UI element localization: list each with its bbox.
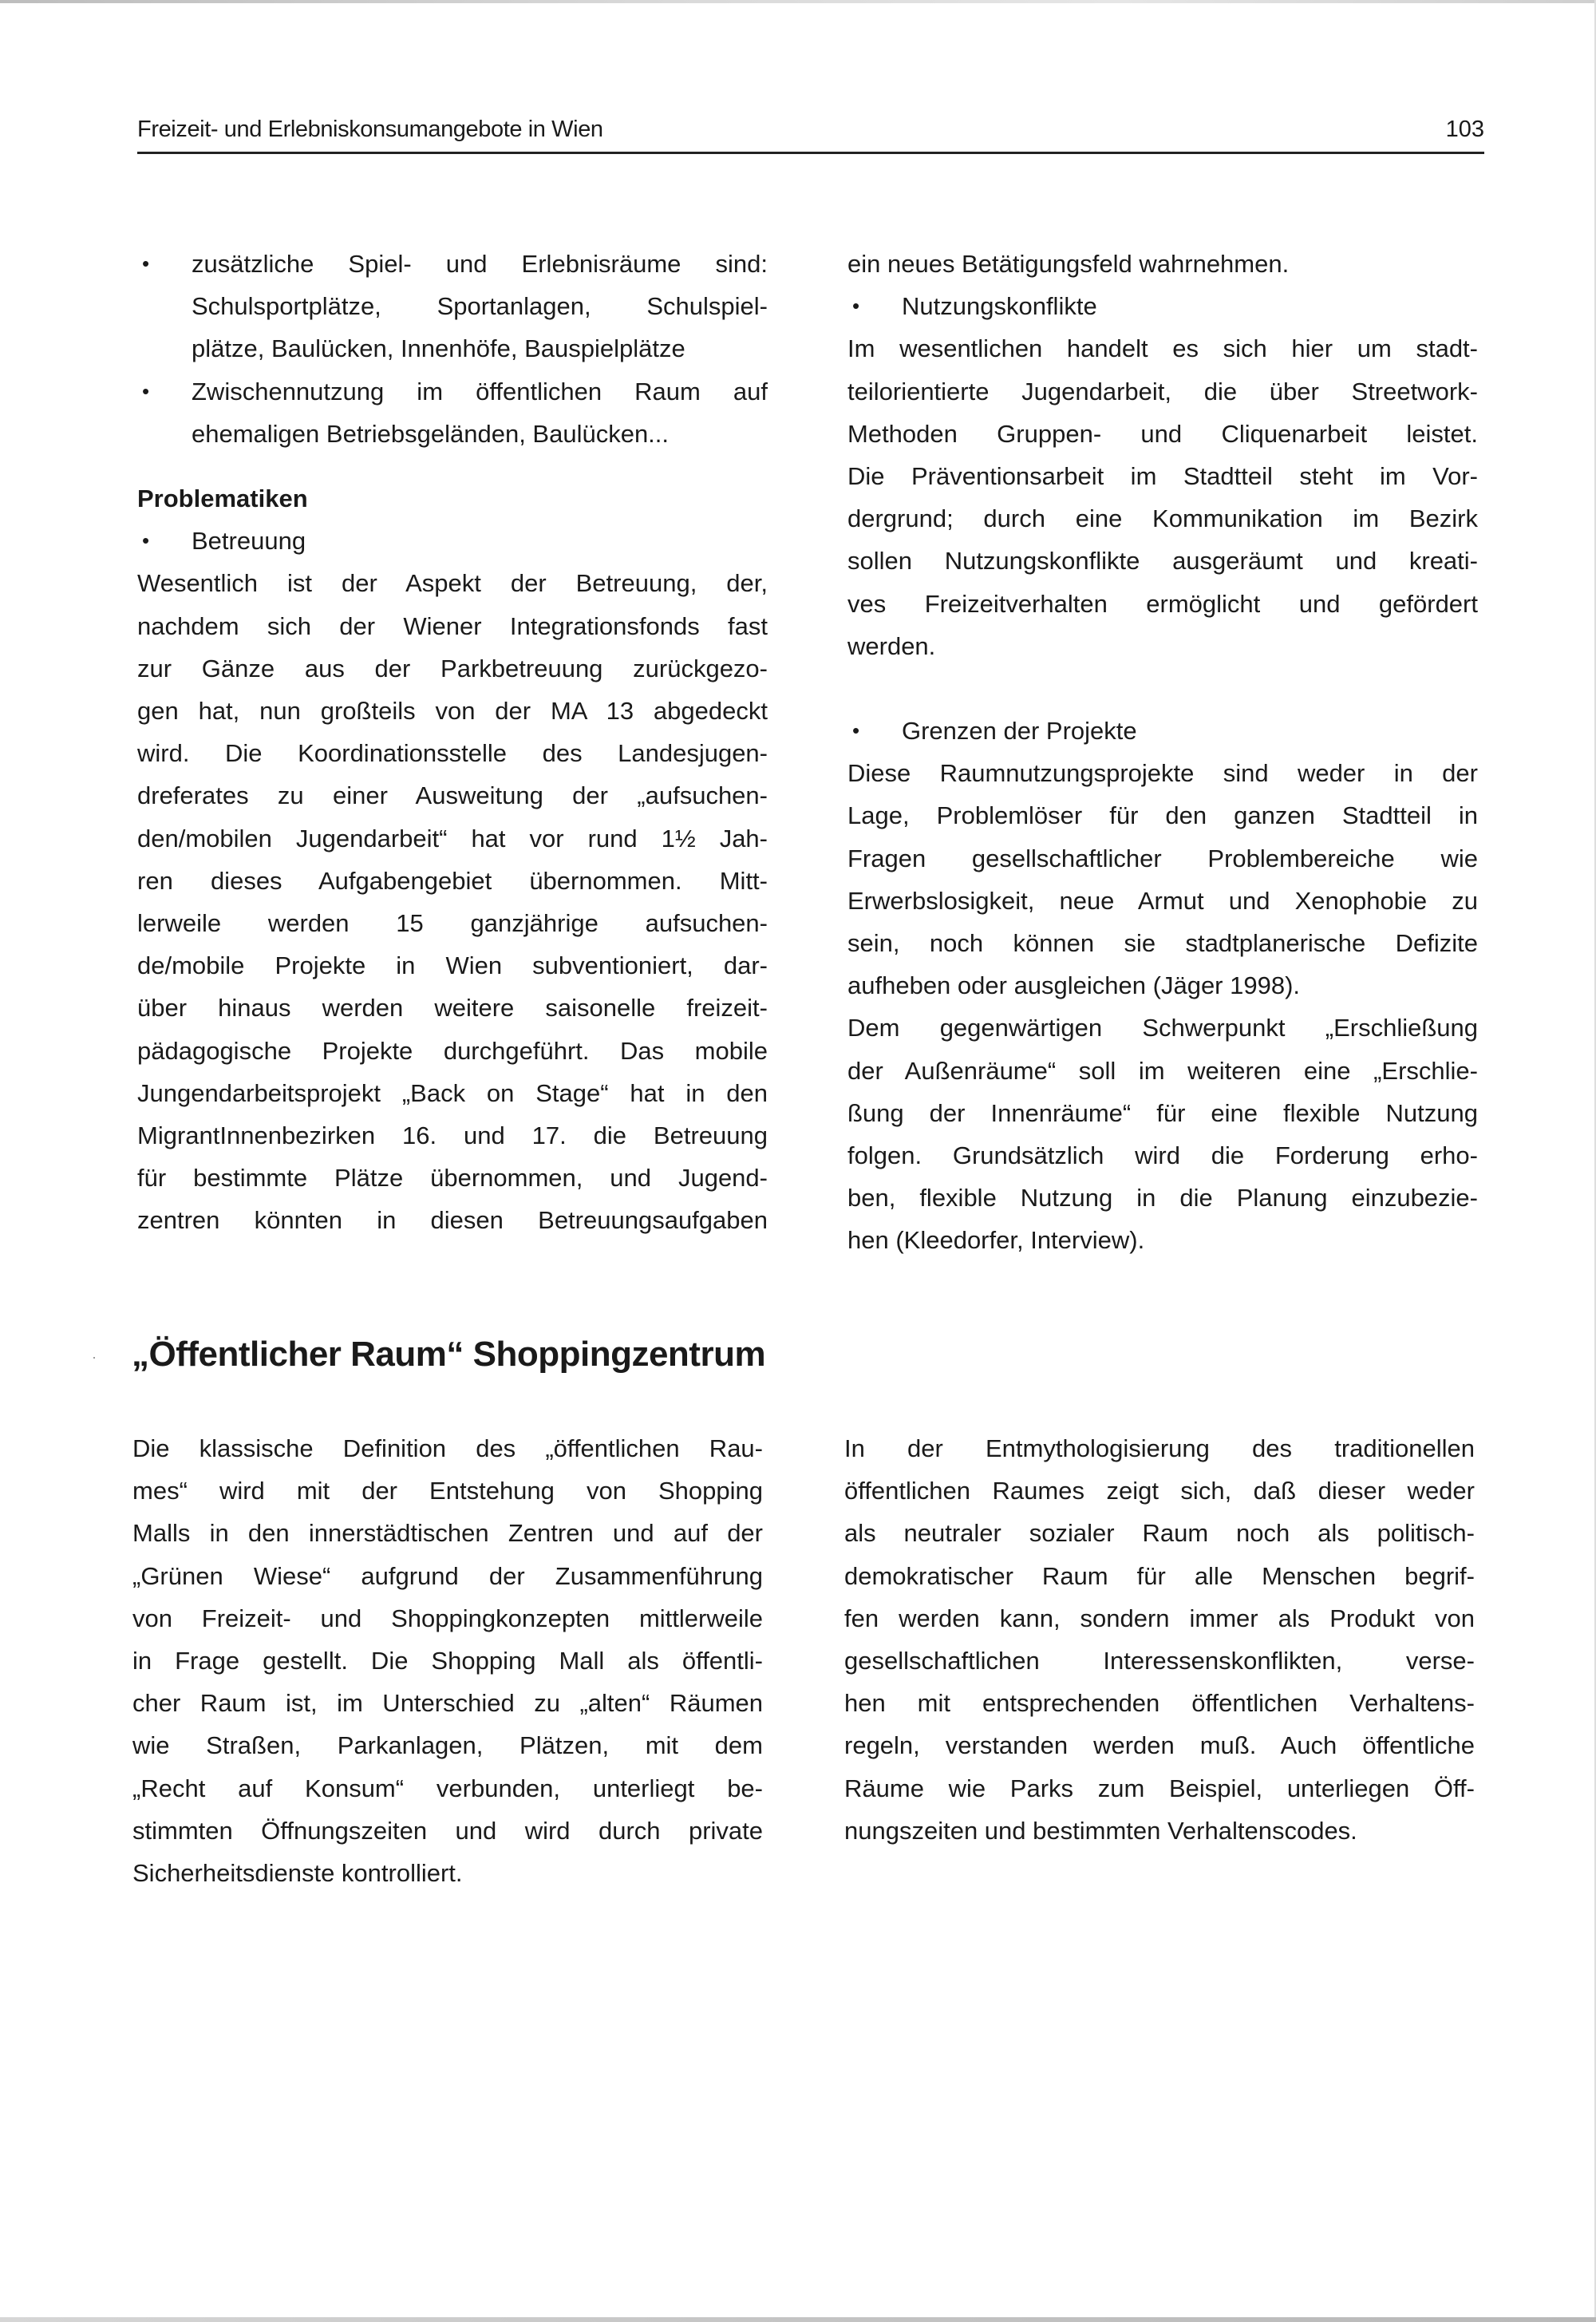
text-line: öffentlichen Raumes zeigt sich, daß dieser weder: [844, 1477, 1475, 1505]
text-line: Malls in den innerstädtischen Zentren und auf der: [132, 1519, 763, 1548]
text-line: über hinaus werden weitere saisonelle freizeit-: [137, 994, 768, 1023]
text-line: Lage, Problemlöser für den ganzen Stadtteil in: [847, 801, 1478, 830]
text-line: „Recht auf Konsum“ verbunden, unterliegt be-: [132, 1774, 763, 1802]
paragraph-betreuung: [137, 562, 768, 1241]
text-line: Wesentlich ist der Aspekt der Betreuung, der,: [137, 569, 768, 598]
text-line: gen hat, nun großteils von der MA 13 abgedeckt: [137, 697, 768, 726]
text-line: Sicherheitsdienste kontrolliert.: [132, 1859, 463, 1888]
paragraph-shopping-mall: [132, 1427, 763, 1894]
section-title: „Öffentlicher Raum“ Shoppingzentrum: [132, 1335, 766, 1374]
text-line: folgen. Grundsätzlich wird die Forderung erho-: [847, 1141, 1478, 1170]
text-line: in Frage gestellt. Die Shopping Mall als öffentli-: [132, 1647, 763, 1675]
running-header: [137, 117, 1484, 152]
text-line: als neutraler sozialer Raum noch als politisch-: [844, 1519, 1475, 1548]
bullet-label: Betreuung: [192, 527, 306, 556]
text-line: pädagogische Projekte durchgeführt. Das mobile: [137, 1036, 768, 1065]
text-line: lerweile werden 15 ganzjährige aufsuchen-: [137, 909, 768, 938]
scan-edge-top: [0, 0, 1596, 3]
scan-speck: [93, 1357, 95, 1359]
text-line: hen mit entsprechenden öffentlichen Verhaltens-: [844, 1689, 1475, 1718]
bullet-label: Grenzen der Projekte: [902, 717, 1137, 746]
text-line: der Außenräume“ soll im weiteren eine „Erschlie-: [847, 1056, 1478, 1085]
text-line: demokratischer Raum für alle Menschen begrif-: [844, 1561, 1475, 1590]
text-line: von Freizeit- und Shoppingkonzepten mittlerweile: [132, 1604, 763, 1632]
paragraph-grenzen: [847, 752, 1478, 1261]
text-line: stimmten Öffnungszeiten und wird durch private: [132, 1816, 763, 1845]
text-line: Dem gegenwärtigen Schwerpunkt „Erschließung: [847, 1014, 1478, 1042]
text-line: nachdem sich der Wiener Integrationsfonds fast: [137, 611, 768, 640]
paragraph-continuation: [847, 243, 1478, 285]
text-line: MigrantInnenbezirken 16. und 17. die Betreuung: [137, 1121, 768, 1150]
text-line: werden.: [847, 631, 936, 660]
text-line: Im wesentlichen handelt es sich hier um stadt-: [847, 334, 1478, 363]
text-line: Fragen gesellschaftlicher Problembereiche wie: [847, 844, 1478, 872]
text-line: Räume wie Parks zum Beispiel, unterliegen Öff-: [844, 1774, 1475, 1802]
bullet-icon: •: [142, 378, 150, 403]
bullet-icon: •: [852, 294, 860, 318]
subheading-problematiken: Problematiken: [137, 485, 308, 513]
text-line: Jungendarbeitsprojekt „Back on Stage“ hat in den: [137, 1078, 768, 1107]
bullet-item-grenzen: [847, 710, 1478, 752]
text-line: für bestimmte Plätze übernommen, und Jugend-: [137, 1164, 768, 1193]
right-column-top: [847, 243, 1478, 1262]
text-line: de/mobile Projekte in Wien subventioniert, dar-: [137, 951, 768, 980]
text-line: ehemaligen Betriebsgeländen, Baulücken...: [192, 419, 670, 448]
left-column-top: [137, 243, 768, 1242]
text-line: fen werden kann, sondern immer als Produkt von: [844, 1604, 1475, 1632]
text-line: ben, flexible Nutzung in die Planung einzubezie-: [847, 1184, 1478, 1212]
text-line: dergrund; durch eine Kommunikation im Bezirk: [847, 504, 1478, 533]
text-line: hen (Kleedorfer, Interview).: [847, 1226, 1145, 1255]
text-line: Erwerbslosigkeit, neue Armut und Xenophobie zu: [847, 886, 1478, 915]
page-number: 103: [1445, 117, 1484, 142]
bullet-item-zwischennutzung: [137, 370, 768, 455]
text-line: ves Freizeitverhalten ermöglicht und gefördert: [847, 589, 1478, 618]
text-line: zentren könnten in diesen Betreuungsaufgaben: [137, 1206, 768, 1235]
text-line: zusätzliche Spiel- und Erlebnisräume sind:: [192, 250, 768, 278]
bullet-icon: •: [142, 528, 150, 553]
text-line: mes“ wird mit der Entstehung von Shopping: [132, 1477, 763, 1505]
left-column-section: [132, 1427, 763, 1894]
text-line: teilorientierte Jugendarbeit, die über Streetwork-: [847, 377, 1478, 405]
text-line: den/mobilen Jugendarbeit“ hat vor rund 1½ Jah-: [137, 824, 768, 852]
text-line: cher Raum ist, im Unterschied zu „alten“ Räumen: [132, 1689, 763, 1718]
text-line: sollen Nutzungskonflikte ausgeräumt und kreati-: [847, 547, 1478, 576]
running-title: Freizeit- und Erlebniskonsumangebote in Wien: [137, 117, 603, 142]
text-line: plätze, Baulücken, Innenhöfe, Bauspielplätze: [192, 334, 685, 363]
text-line: ßung der Innenräume“ für eine flexible Nutzung: [847, 1098, 1478, 1127]
bullet-item-nutzungskonflikte: [847, 285, 1478, 327]
text-line: Diese Raumnutzungsprojekte sind weder in der: [847, 759, 1478, 788]
text-line: In der Entmythologisierung des traditionellen: [844, 1434, 1475, 1462]
header-rule: [137, 152, 1484, 154]
text-line: „Grünen Wiese“ aufgrund der Zusammenführung: [132, 1561, 763, 1590]
text-line: Die Präventionsarbeit im Stadtteil steht im Vor-: [847, 462, 1478, 491]
paragraph-nutzungskonflikte: [847, 327, 1478, 667]
bullet-icon: •: [852, 718, 860, 743]
text-line: Methoden Gruppen- und Cliquenarbeit leistet.: [847, 419, 1478, 448]
scan-edge-bottom: [0, 2317, 1596, 2322]
bullet-icon: •: [142, 251, 150, 275]
text-line: regeln, verstanden werden muß. Auch öffentliche: [844, 1731, 1475, 1760]
bullet-label: Nutzungskonflikte: [902, 292, 1097, 321]
text-line: Die klassische Definition des „öffentlichen Rau-: [132, 1434, 763, 1462]
text-line: ren dieses Aufgabengebiet übernommen. Mitt-: [137, 866, 768, 895]
text-line: Schulsportplätze, Sportanlagen, Schulspiel-: [192, 292, 768, 321]
text-line: gesellschaftlichen Interessenskonflikten, verse-: [844, 1647, 1475, 1675]
right-column-section: [844, 1427, 1475, 1852]
bullet-item-betreuung: [137, 520, 768, 562]
text-line: nungszeiten und bestimmten Verhaltenscodes.: [844, 1816, 1357, 1845]
text-line: aufheben oder ausgleichen (Jäger 1998).: [847, 971, 1301, 1000]
paragraph-entmythologisierung: [844, 1427, 1475, 1852]
text-line: sein, noch können sie stadtplanerische Defizite: [847, 929, 1478, 958]
text-line: ein neues Betätigungsfeld wahrnehmen.: [847, 250, 1290, 278]
text-line: wie Straßen, Parkanlagen, Plätzen, mit dem: [132, 1731, 763, 1760]
text-line: Zwischennutzung im öffentlichen Raum auf: [192, 377, 768, 405]
paragraph-gap: [847, 667, 1478, 710]
text-line: zur Gänze aus der Parkbetreuung zurückgezo-: [137, 654, 768, 682]
bullet-item-spielraeume: [137, 243, 768, 370]
text-line: dreferates zu einer Ausweitung der „aufsuchen-: [137, 781, 768, 810]
text-line: wird. Die Koordinationsstelle des Landesjugen-: [137, 739, 768, 768]
